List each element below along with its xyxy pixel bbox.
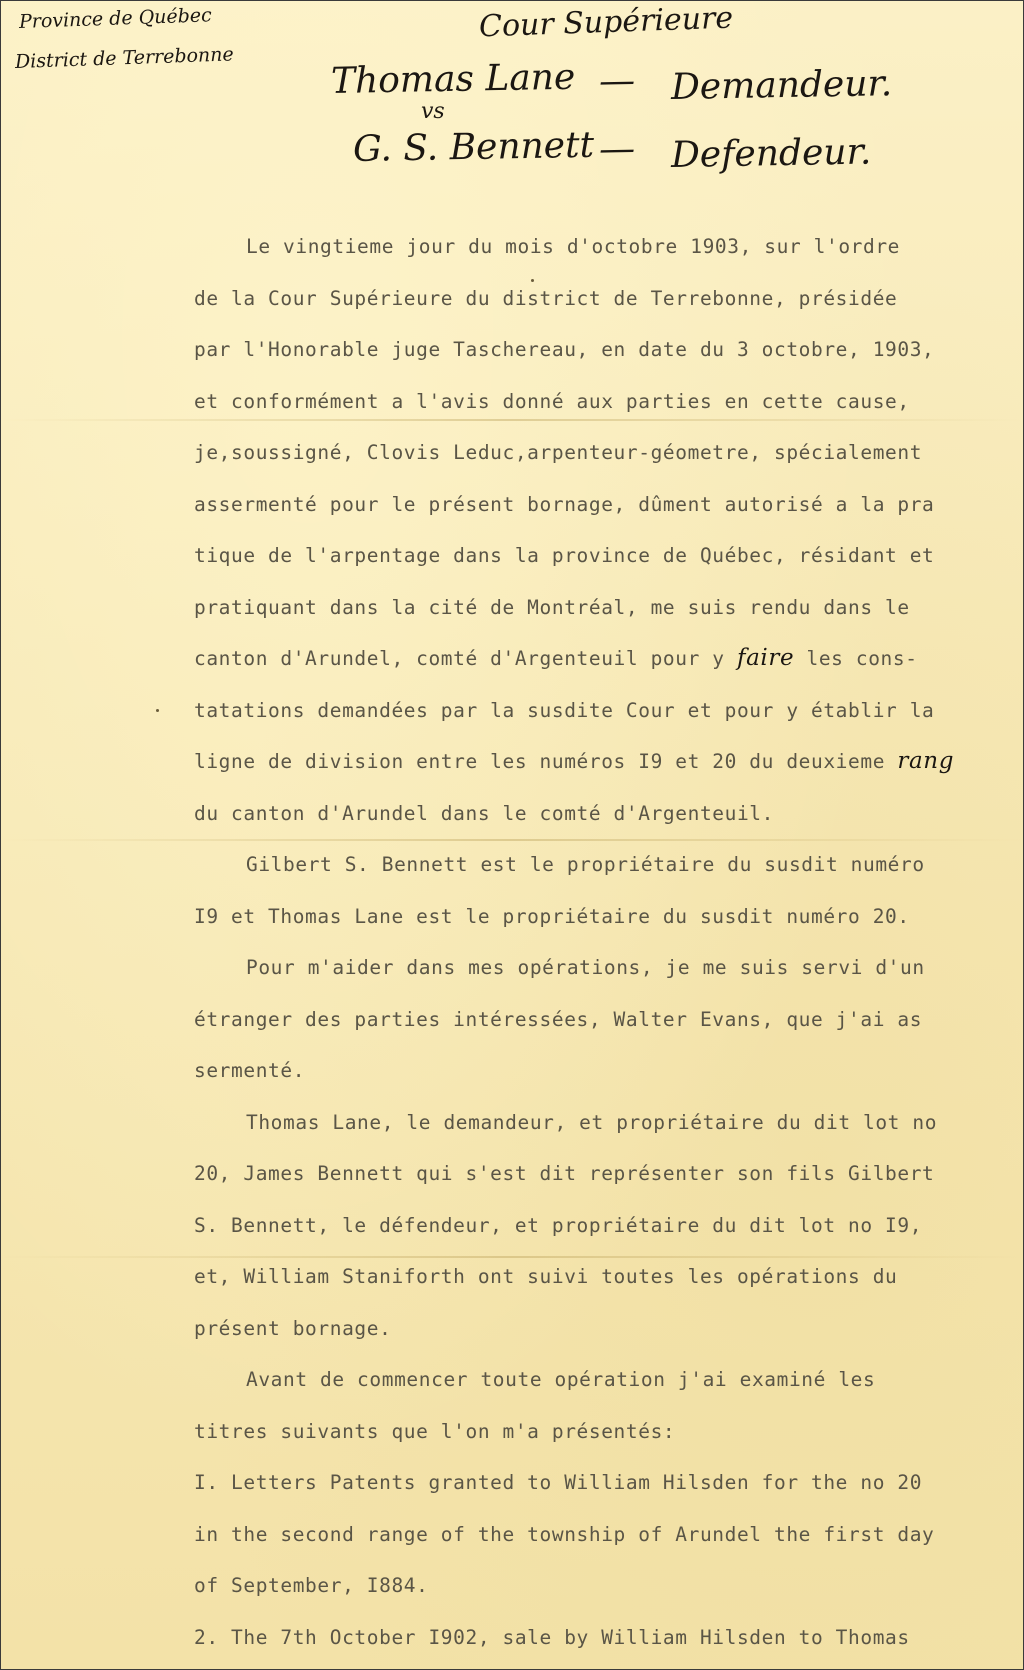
- list-line: I. Letters Patents granted to William Hilsden for the no 20: [194, 1471, 923, 1494]
- body-line: pratiquant dans la cité de Montréal, me suis rendu dans le: [194, 595, 910, 619]
- body-line: présent bornage.: [194, 1316, 392, 1340]
- body-line: et, William Staniforth ont suivi toutes les opérations du: [194, 1265, 898, 1288]
- handwritten-insertion-rang: rang: [897, 748, 955, 774]
- body-line: assermenté pour le présent bornage, dûment autorisé a la pra: [194, 492, 935, 516]
- handwritten-versus: vs: [421, 99, 445, 124]
- body-line: tatations demandées par la susdite Cour et pour y établir la: [194, 698, 935, 722]
- body-line: Le vingtieme jour du mois d'octobre 1903, sur l'ordre: [246, 235, 901, 258]
- body-line: Thomas Lane, le demandeur, et propriétaire du dit lot no: [246, 1110, 938, 1134]
- typed-body: [194, 221, 973, 1663]
- body-line: du canton d'Arundel dans le comté d'Argenteuil.: [194, 801, 774, 825]
- list-line: of September, I884.: [194, 1574, 429, 1597]
- body-text: les cons-: [794, 647, 918, 670]
- handwritten-insertion-faire: faire: [736, 645, 795, 671]
- body-line: tique de l'arpentage dans la province de Québec, résidant et: [194, 544, 935, 567]
- body-line: [194, 736, 973, 788]
- list-line: in the second range of the township of Arundel the first day: [194, 1522, 935, 1546]
- body-line: 20, James Bennett qui s'est dit représenter son fils Gilbert: [194, 1162, 935, 1185]
- body-line: [194, 633, 973, 685]
- handwritten-defendant-role: Defendeur.: [670, 131, 872, 176]
- body-line: sermenté.: [194, 1059, 306, 1082]
- handwritten-province: Province de Québec: [18, 4, 213, 33]
- body-text: canton d'Arundel, comté d'Argenteuil pour y: [194, 647, 737, 670]
- handwritten-plaintiff: Thomas Lane: [330, 56, 576, 102]
- handwritten-district: District de Terrebonne: [14, 43, 235, 73]
- body-line: de la Cour Supérieure du district de Terrebonne, présidée: [194, 286, 898, 310]
- body-line: je,soussigné, Clovis Leduc,arpenteur-géometre, spécialement: [194, 441, 923, 464]
- body-text: ligne de division entre les numéros I9 et 20 du deuxieme: [194, 750, 898, 773]
- handwritten-defendant-dash: —: [598, 128, 636, 170]
- paper-speck: [156, 709, 159, 712]
- body-line: Gilbert S. Bennett est le propriétaire du susdit numéro: [246, 853, 925, 876]
- handwritten-plaintiff-role: Demandeur.: [670, 63, 893, 108]
- body-line: et conformément a l'avis donné aux parties en cette cause,: [194, 389, 910, 413]
- body-line: étranger des parties intéressées, Walter Evans, que j'ai as: [194, 1007, 923, 1031]
- body-line: I9 et Thomas Lane est le propriétaire du susdit numéro 20.: [194, 904, 910, 928]
- body-line: Pour m'aider dans mes opérations, je me suis servi d'un: [246, 956, 925, 979]
- body-line: S. Bennett, le défendeur, et propriétaire du dit lot no I9,: [194, 1213, 923, 1237]
- handwritten-court: Cour Supérieure: [478, 0, 734, 45]
- body-line: titres suivants que l'on m'a présentés:: [194, 1419, 676, 1443]
- list-line: 2. The 7th October I902, sale by William Hilsden to Thomas: [194, 1625, 910, 1649]
- body-line: Avant de commencer toute opération j'ai examiné les: [246, 1368, 876, 1391]
- handwritten-defendant: G. S. Bennett: [352, 124, 595, 170]
- handwritten-plaintiff-dash: —: [598, 60, 636, 102]
- body-line: par l'Honorable juge Taschereau, en date du 3 octobre, 1903,: [194, 338, 935, 361]
